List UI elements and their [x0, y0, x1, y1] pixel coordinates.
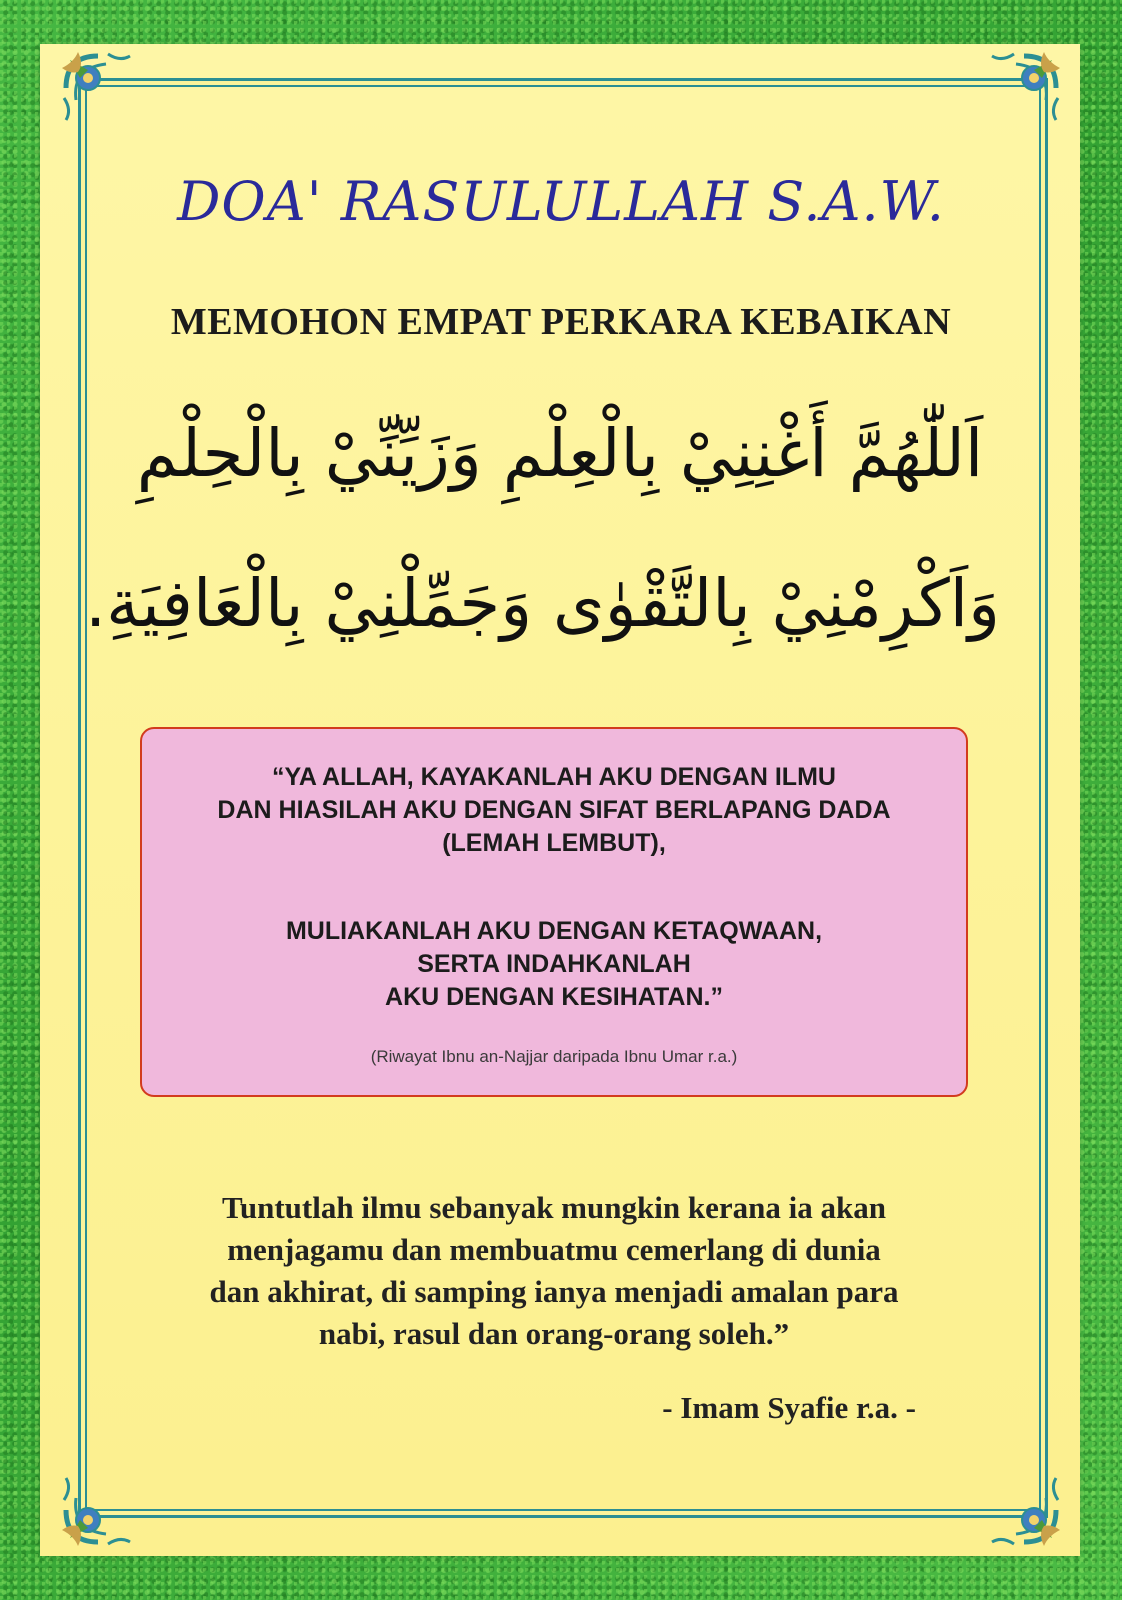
translation-line: MULIAKANLAH AKU DENGAN KETAQWAAN, [285, 917, 823, 945]
translation-line: “YA ALLAH, KAYAKANLAH AKU DENGAN ILMU [272, 763, 836, 791]
hadith-source: (Riwayat Ibnu an-Najjar daripada Ibnu Umar r.a.) [370, 1047, 738, 1066]
saying-line: menjagamu dan membuatmu cemerlang di dunia [227, 1232, 881, 1267]
floral-corner-icon [58, 48, 154, 144]
saying-line: Tuntutlah ilmu sebanyak mungkin kerana ia akan [222, 1190, 886, 1225]
translation-part-2 [142, 915, 966, 1014]
translation-line: SERTA INDAHKANLAH [417, 950, 691, 978]
saying-author: - Imam Syafie r.a. - [662, 1390, 916, 1425]
floral-corner-icon [58, 1454, 154, 1550]
translation-line: AKU DENGAN KESIHATAN.” [385, 983, 723, 1011]
floral-corner-icon [968, 1454, 1064, 1550]
translation-line: DAN HIASILAH AKU DENGAN SIFAT BERLAPANG DADA [217, 796, 891, 824]
floral-corner-icon [968, 48, 1064, 144]
imam-saying [140, 1187, 968, 1355]
saying-line: dan akhirat, di samping ianya menjadi amalan para [209, 1274, 899, 1309]
arabic-prayer-line-1: اَللّٰهُمَّ أَغْنِنِيْ بِالْعِلْمِ وَزَيِّنِّيْ بِالْحِلْمِ [136, 415, 984, 492]
translation-part-1 [142, 761, 966, 860]
arabic-prayer-line-2: وَاَكْرِمْنِيْ بِالتَّقْوٰى وَجَمِّلْنِيْ بِالْعَافِيَةِ. [85, 565, 1000, 642]
saying-line: nabi, rasul dan orang-orang soleh.” [318, 1316, 790, 1351]
page-title: DOA' RASULULLAH S.A.W. [177, 170, 945, 233]
translation-box [140, 727, 968, 1097]
translation-line: (LEMAH LEMBUT), [442, 829, 666, 857]
page-subtitle: MEMOHON EMPAT PERKARA KEBAIKAN [170, 301, 952, 343]
